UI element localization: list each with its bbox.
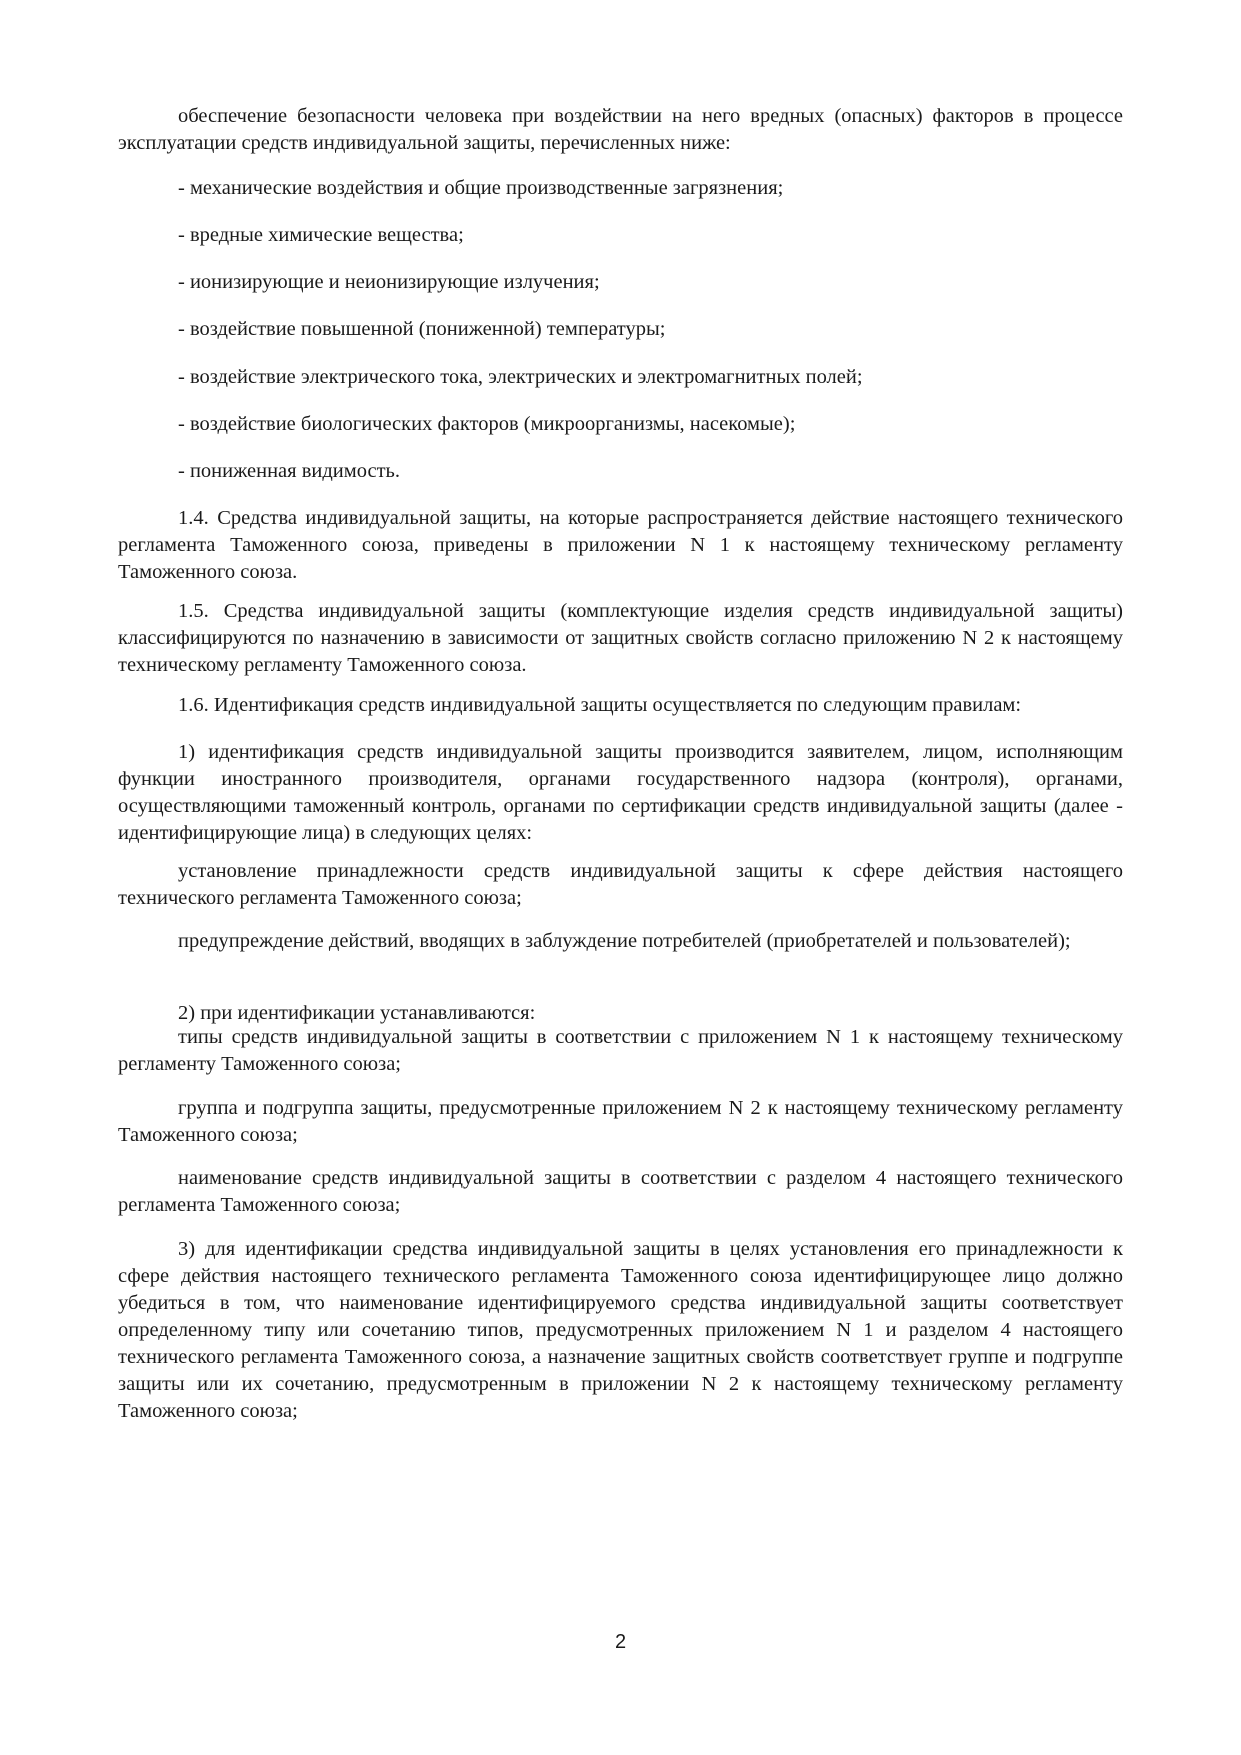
paragraph-1-6-item-2: 2) при идентификации устанавливаются: (178, 1002, 536, 1024)
list-item: - воздействие повышенной (пониженной) температуры; (178, 318, 666, 340)
paragraph-1-6-item-1: 1) идентификация средств индивидуальной защиты производится заявителем, лицом, исполняющим функции иностранного производителя, органами государственного надзора (контроля), органами, осуществляющими таможенный контроль, органами по сертификации средств индивидуальной защиты (далее - идентифицирующие лица) в следующих целях: (118, 741, 1123, 844)
paragraph-1-6: 1.6. Идентификация средств индивидуальной защиты осуществляется по следующим правилам: (178, 694, 1022, 716)
goal-paragraph-2: предупреждение действий, вводящих в заблуждение потребителей (приобретателей и пользователей); (178, 930, 1071, 952)
list-item: - вредные химические вещества; (178, 224, 464, 246)
list-item: - воздействие биологических факторов (микроорганизмы, насекомые); (178, 413, 796, 435)
intro-paragraph: обеспечение безопасности человека при воздействии на него вредных (опасных) факторов в процессе эксплуатации средств индивидуальной защиты, перечисленных ниже: (118, 105, 1123, 154)
goal-paragraph-1: установление принадлежности средств индивидуальной защиты к сфере действия настоящего технического регламента Таможенного союза; (118, 860, 1123, 909)
paragraph-1-6-item-3: 3) для идентификации средства индивидуальной защиты в целях установления его принадлежности к сфере действия настоящего технического регламента Таможенного союза идентифицирующее лицо должно убедиться в том, что наименование идентифицируемого средства индивидуальной защиты соответствует определенному типу или сочетанию типов, предусмотренных приложением N 1 и разделом 4 настоящего технического регламента Таможенного союза, а назначение защитных свойств соответствует группе и подгруппе защиты или их сочетанию, предусмотренным в приложении N 2 к настоящему техническому регламенту Таможенного союза; (118, 1238, 1123, 1422)
list-item: - механические воздействия и общие производственные загрязнения; (178, 177, 784, 199)
paragraph-1-5: 1.5. Средства индивидуальной защиты (комплектующие изделия средств индивидуальной защиты) классифицируются по назначению в зависимости от защитных свойств согласно приложению N 2 к настоящему техническому регламенту Таможенного союза. (118, 600, 1123, 676)
name-paragraph: наименование средств индивидуальной защиты в соответствии с разделом 4 настоящего технического регламента Таможенного союза; (118, 1167, 1123, 1216)
list-item: - воздействие электрического тока, электрических и электромагнитных полей; (178, 366, 863, 388)
group-paragraph: группа и подгруппа защиты, предусмотренные приложением N 2 к настоящему техническому регламенту Таможенного союза; (118, 1097, 1123, 1146)
page-number: 2 (614, 1631, 627, 1653)
paragraph-1-4: 1.4. Средства индивидуальной защиты, на которые распространяется действие настоящего технического регламента Таможенного союза, приведены в приложении N 1 к настоящему техническому регламенту Таможенного союза. (118, 507, 1123, 583)
list-item: - пониженная видимость. (178, 460, 401, 482)
types-paragraph: типы средств индивидуальной защиты в соответствии с приложением N 1 к настоящему техническому регламенту Таможенного союза; (118, 1026, 1123, 1075)
list-item: - ионизирующие и неионизирующие излучения; (178, 271, 600, 293)
